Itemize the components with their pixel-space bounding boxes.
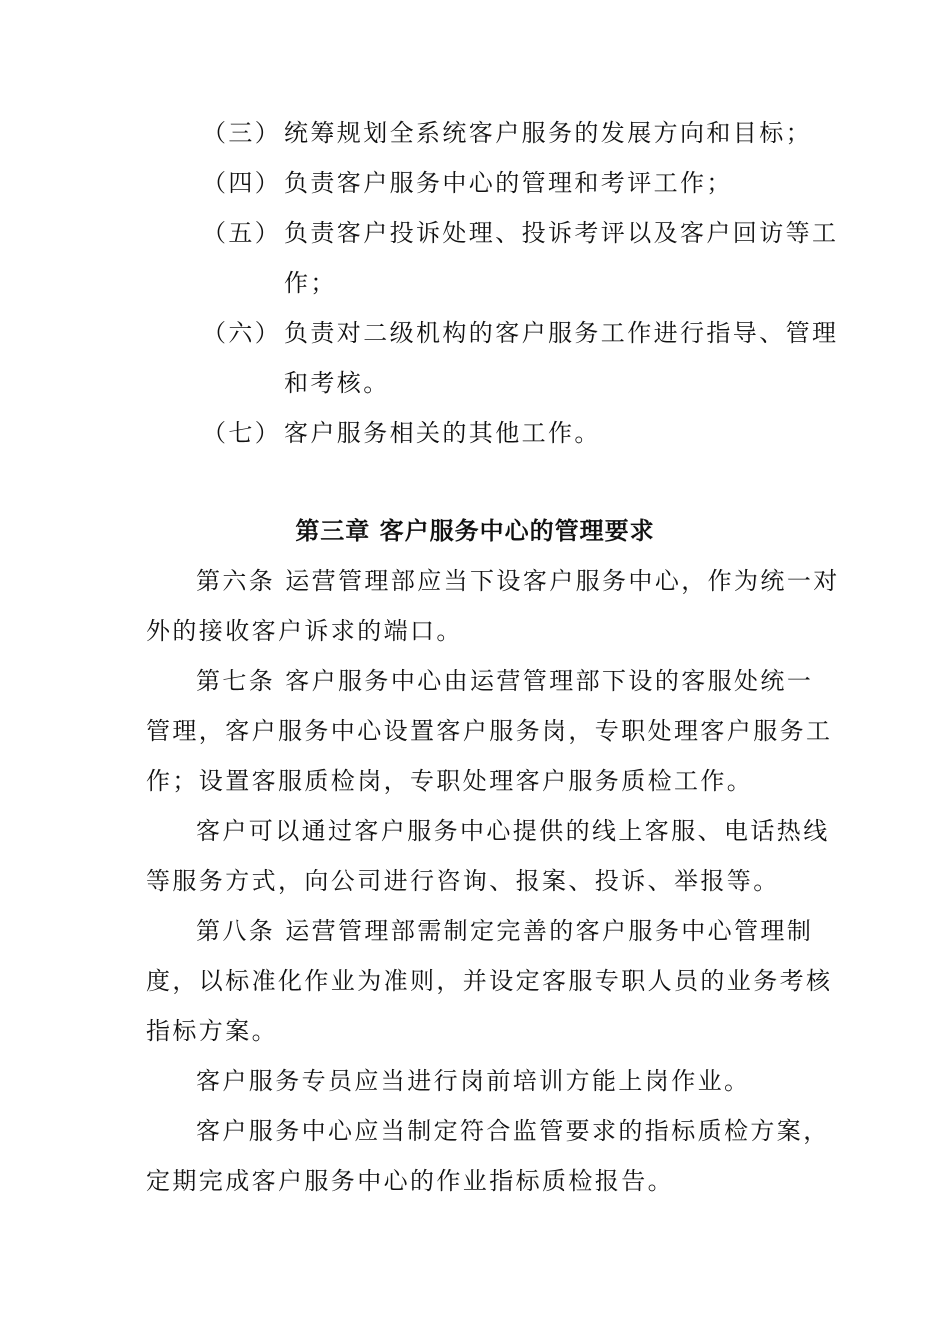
- paragraph-line: 客户服务中心应当制定符合监管要求的指标质检方案，: [196, 1117, 830, 1145]
- paragraph-line: 指标方案。: [146, 1017, 278, 1045]
- list-item-text: 和考核。: [284, 369, 390, 397]
- list-item-text: 负责对二级机构的客户服务工作进行指导、管理: [284, 319, 839, 347]
- paragraph-line: 第八条 运营管理部需制定完善的客户服务中心管理制: [196, 917, 814, 945]
- list-item-number: （五）: [202, 219, 282, 247]
- paragraph-line: 等服务方式，向公司进行咨询、报案、投诉、举报等。: [146, 867, 780, 895]
- paragraph-line: 第六条 运营管理部应当下设客户服务中心，作为统一对: [196, 567, 840, 595]
- paragraph-line: 度，以标准化作业为准则，并设定客服专职人员的业务考核: [146, 967, 833, 995]
- paragraph-line: 外的接收客户诉求的端口。: [146, 617, 463, 645]
- list-item-number: （四）: [202, 169, 282, 197]
- list-item-text: 负责客户投诉处理、投诉考评以及客户回访等工: [284, 219, 839, 247]
- paragraph-line: 客户可以通过客户服务中心提供的线上客服、电话热线: [196, 817, 830, 845]
- chapter-heading: 第三章 客户服务中心的管理要求: [295, 517, 655, 545]
- list-item-text: 负责客户服务中心的管理和考评工作；: [284, 169, 733, 197]
- list-item-text: 作；: [284, 269, 337, 297]
- paragraph-line: 管理，客户服务中心设置客户服务岗，专职处理客户服务工: [146, 717, 833, 745]
- list-item-text: 统筹规划全系统客户服务的发展方向和目标；: [284, 119, 812, 147]
- paragraph-line: 作；设置客服质检岗，专职处理客户服务质检工作。: [146, 767, 754, 795]
- paragraph-line: 客户服务专员应当进行岗前培训方能上岗作业。: [196, 1067, 751, 1095]
- list-item-number: （三）: [202, 119, 282, 147]
- list-item-number: （六）: [202, 319, 282, 347]
- list-item-text: 客户服务相关的其他工作。: [284, 419, 601, 447]
- list-item-number: （七）: [202, 419, 282, 447]
- paragraph-line: 定期完成客户服务中心的作业指标质检报告。: [146, 1167, 674, 1195]
- paragraph-line: 第七条 客户服务中心由运营管理部下设的客服处统一: [196, 667, 814, 695]
